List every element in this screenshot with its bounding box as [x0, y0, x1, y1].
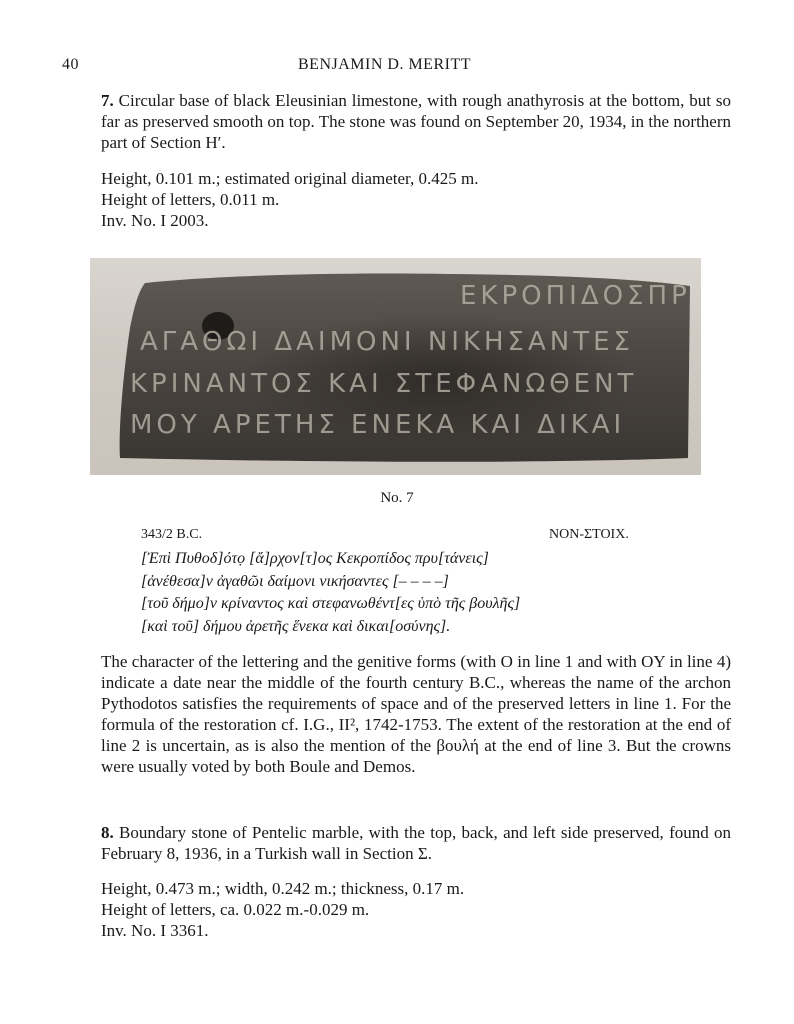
entry-8-measure-2: Height of letters, ca. 0.022 m.-0.029 m.	[101, 900, 370, 919]
inscription-line-2: [ἀνέθεσα]ν ἀγαθῶι δαίμονι νικήσαντες [– – – –]	[141, 572, 449, 590]
entry-7-paragraph	[101, 90, 731, 153]
entry-8-measurements	[101, 878, 464, 941]
stoichedon-label: NON-ΣΤΟΙΧ.	[549, 527, 629, 542]
entry-8-measure-1: Height, 0.473 m.; width, 0.242 m.; thickness, 0.17 m.	[101, 879, 465, 898]
entry-7-description: Circular base of black Eleusinian limestone, with rough anathyrosis at the bottom, but so far as preserved smooth on top. The stone was found on September 20, 1934, in the northern part of Section H′.	[101, 91, 731, 152]
entry-7-number: 7.	[101, 91, 114, 110]
entry-8-number: 8.	[101, 823, 114, 842]
inscription-line-1: [Ἐπὶ Πυθοδ]ότọ [ἄ]ρχον[τ]ος Κεκροπίδος πρυ[τάνεις]	[141, 550, 489, 567]
stone-photograph	[90, 258, 701, 475]
photo-line-1: ΕΚΡΟΠΙΔΟΣΠΡ	[460, 281, 691, 311]
entry-7-measure-2: Height of letters, 0.011 m.	[101, 190, 280, 209]
inscription-line-3: [τοῦ δήμο]ν κρίναντος καὶ στεφανωθέντ[ες ὑπὸ τῆς βουλῆς]	[141, 595, 521, 612]
entry-7-measure-3: Inv. No. I 2003.	[101, 211, 209, 230]
entry-8-paragraph	[101, 822, 731, 864]
entry-7-measure-1: Height, 0.101 m.; estimated original diameter, 0.425 m.	[101, 169, 479, 188]
entry-8-description: Boundary stone of Pentelic marble, with the top, back, and left side preserved, found on February 8, 1936, in a Turkish wall in Section Σ.	[101, 823, 731, 863]
running-title: BENJAMIN D. MERITT	[298, 56, 471, 73]
greek-inscription	[141, 548, 520, 638]
photo-line-2: ΑΓΑΘΩΙ ΔΑΙΜΟΝΙ ΝΙΚΗΣΑΝΤΕΣ	[140, 327, 634, 357]
figure-caption: No. 7	[380, 490, 414, 506]
stone-photo-svg	[90, 258, 701, 475]
inscription-line-4: [καὶ τοῦ] δήμου ἀρετῆς ἕνεκα καὶ δικαι[οσύνης].	[141, 617, 451, 635]
photo-line-3: ΚΡΙΝΑΝΤΟΣ ΚΑΙ ΣΤΕΦΑΝΩΘΕΝΤ	[130, 369, 638, 399]
commentary-text: The character of the lettering and the genitive forms (with O in line 1 and with OY in line 4) indicate a date near the middle of the fourth century B.C., whereas the name of the archon Pythodotos satisfies the requirements of space and of the preserved letters in line 1. For the formula of the restoration cf. I.G., II², 1742-1753. The extent of the restoration at the end of line 2 is uncertain, as is also the mention of the βουλή at the end of line 3. But the crowns were usually voted by both Boule and Demos.	[101, 652, 731, 776]
date-label: 343/2 B.C.	[141, 527, 203, 542]
entry-8-measure-3: Inv. No. I 3361.	[101, 921, 209, 940]
photo-line-4: ΜΟΥ ΑΡΕΤΗΣ ΕΝΕΚΑ ΚΑΙ ΔΙΚΑΙ	[130, 410, 626, 440]
page-number: 40	[62, 56, 79, 73]
entry-7-commentary	[101, 651, 731, 777]
entry-7-measurements	[101, 168, 479, 231]
